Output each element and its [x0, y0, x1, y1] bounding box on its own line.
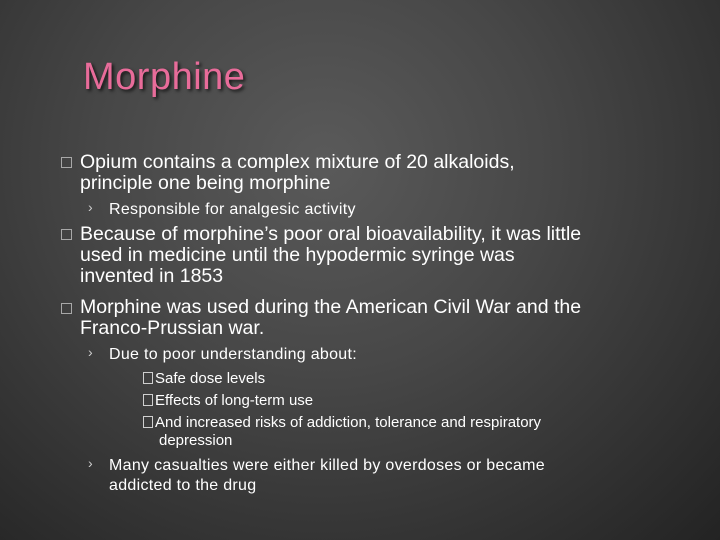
- bullet-line: used in medicine until the hypodermic syringe was: [80, 244, 515, 266]
- slide-title: Morphine: [83, 56, 246, 98]
- sub-bullet-poor-understanding: Due to poor understanding about:: [109, 346, 357, 363]
- bullet-square-icon: [61, 157, 72, 168]
- chevron-icon: ›: [88, 455, 93, 471]
- bullet-square-icon: [61, 303, 72, 314]
- square-icon: [143, 394, 153, 406]
- bullet-line: principle one being morphine: [80, 172, 331, 194]
- square-icon: [143, 416, 153, 428]
- square-icon: [143, 372, 153, 384]
- bullet-opium: [80, 152, 690, 194]
- bullet-line: Franco-Prussian war.: [80, 317, 265, 339]
- sub-line: addicted to the drug: [109, 477, 257, 494]
- bullet-civil-war: [80, 297, 690, 339]
- subsub-text: Safe dose levels: [155, 370, 266, 387]
- sub-line: Many casualties were either killed by overdoses or became: [109, 457, 545, 474]
- bullet-line: Because of morphine’s poor oral bioavailability, it was little: [80, 223, 582, 245]
- bullet-square-icon: [61, 229, 72, 240]
- subsub-bullet-safe: [143, 369, 663, 389]
- subsub-text: And increased risks of addiction, tolerance and respiratory: [155, 414, 542, 431]
- chevron-icon: ›: [88, 199, 93, 215]
- subsub-text: depression: [159, 432, 233, 449]
- subsub-bullet-effects: [143, 391, 663, 411]
- sub-bullet-casualties: [109, 456, 669, 496]
- bullet-bioavailability: [80, 224, 690, 287]
- sub-bullet-analgesic: Responsible for analgesic activity: [109, 201, 356, 218]
- bullet-line: Morphine was used during the American Civil War and the: [80, 296, 582, 318]
- subsub-bullet-risks: [143, 413, 663, 451]
- chevron-icon: ›: [88, 344, 93, 360]
- bullet-line: invented in 1853: [80, 265, 224, 287]
- subsub-text: Effects of long-term use: [155, 392, 314, 409]
- bullet-line: Opium contains a complex mixture of 20 alkaloids,: [80, 151, 515, 173]
